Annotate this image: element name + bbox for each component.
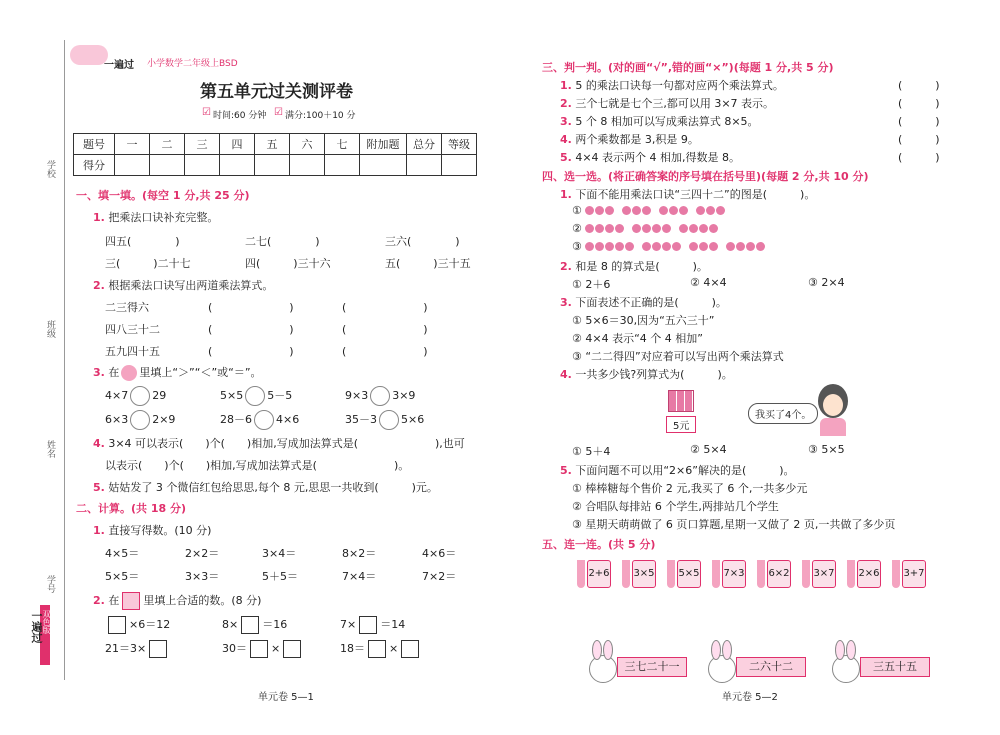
fill-item: 二七( ) — [245, 235, 320, 248]
answer-box[interactable] — [108, 616, 126, 634]
expression-card[interactable]: 2×6 — [857, 560, 881, 588]
carrot-icon — [577, 560, 585, 588]
judge-answer[interactable]: ( ) — [898, 133, 940, 146]
score-table — [73, 133, 477, 176]
bunny-icon — [708, 655, 736, 683]
brand-name: 一遍过 — [104, 60, 134, 71]
q4-2: 2. 和是 8 的算式是( )。 — [560, 260, 708, 273]
beads-icon — [585, 223, 719, 236]
bead-option-1: ① — [572, 204, 726, 218]
option: ② 4×4 — [690, 276, 727, 289]
school-label: 学校 — [45, 160, 55, 178]
table-header: 一 — [115, 134, 150, 155]
rhyme-plate[interactable]: 二六十二 — [736, 657, 806, 677]
score-cell[interactable] — [185, 155, 220, 176]
brand-subtitle: 小学数学二年级上BSD — [147, 59, 238, 69]
compare-item: 9×3 3×9 — [345, 386, 415, 406]
speech-bubble: 我买了4个。 — [748, 403, 818, 424]
score-cell[interactable] — [325, 155, 360, 176]
fill-item: 四( )三十六 — [245, 257, 331, 270]
compare-circle[interactable] — [370, 386, 390, 406]
rhyme-item: 二三得六 — [105, 301, 149, 314]
answer-box[interactable] — [283, 640, 301, 658]
expression-card[interactable]: 3×5 — [632, 560, 656, 588]
section-2-title: 二、计算。(共 18 分) — [76, 502, 187, 515]
bunny-icon — [832, 655, 860, 683]
judge-answer[interactable]: ( ) — [898, 151, 940, 164]
bead-option-3: ③ — [572, 240, 766, 254]
table-header: 七 — [325, 134, 360, 155]
table-header: 题号 — [74, 134, 115, 155]
calc-item: 3×4＝ — [262, 547, 297, 560]
question-text: 里填上合适的数。(8 分) — [143, 594, 262, 607]
compare-item: 28－6 4×6 — [220, 410, 299, 430]
section-1-title: 一、填一填。(每空 1 分,共 25 分) — [76, 189, 250, 202]
compare-circle[interactable] — [379, 410, 399, 430]
answer-box[interactable] — [401, 640, 419, 658]
section-3-title: 三、判一判。(对的画“√”,错的画“×”)(每题 1 分,共 5 分) — [542, 61, 834, 74]
judge-answer[interactable]: ( ) — [898, 79, 940, 92]
question-text: 在 — [108, 366, 120, 379]
price-tag: 5元 — [666, 416, 696, 433]
answer-paren: ( ) — [342, 301, 428, 314]
judge-item: 2. 三个七就是七个三,都可以用 3×7 表示。 — [560, 97, 775, 110]
full-score: 满分:100＋10 分 — [285, 111, 356, 121]
q1-3: 3. 在 里填上“＞”“＜”或“＝”。 — [93, 366, 262, 379]
score-cell[interactable] — [407, 155, 442, 176]
option: ③ 星期天萌萌做了 6 页口算题,星期一又做了 2 页,一共做了多少页 — [572, 518, 896, 531]
q1-2: 2. 根据乘法口诀写出两道乘法算式。 — [93, 279, 274, 292]
check-icon: ☑ — [202, 107, 211, 118]
side-brand: 一遍过 — [30, 610, 43, 643]
judge-item: 4. 两个乘数都是 3,积是 9。 — [560, 133, 699, 146]
compare-item: 35－3 5×6 — [345, 410, 424, 430]
fill-box-item: 8× ＝16 — [222, 616, 287, 634]
compare-circle[interactable] — [254, 410, 274, 430]
score-cell[interactable] — [150, 155, 185, 176]
calc-item: 8×2＝ — [342, 547, 377, 560]
calc-item: 7×4＝ — [342, 570, 377, 583]
table-header: 五 — [255, 134, 290, 155]
question-text: 在 — [108, 594, 120, 607]
side-tag: 双色版 — [42, 610, 51, 634]
answer-box[interactable] — [149, 640, 167, 658]
fill-box-item: 21＝3× — [105, 640, 170, 658]
q4-4: 4. 一共多少钱?列算式为( )。 — [560, 368, 733, 381]
answer-box[interactable] — [250, 640, 268, 658]
q1-4: 4. 3×4 可以表示( )个( )相加,写成加法算式是( ),也可 — [93, 437, 465, 450]
calc-item: 7×2＝ — [422, 570, 457, 583]
expression-card[interactable]: 7×3 — [722, 560, 746, 588]
fill-box-item: 30＝ × — [222, 640, 304, 658]
expression-card[interactable]: 6×2 — [767, 560, 791, 588]
table-header: 总分 — [407, 134, 442, 155]
option: ① 5＋4 — [572, 445, 611, 458]
answer-paren: ( ) — [342, 323, 428, 336]
q2-2: 2. 在 里填上合适的数。(8 分) — [93, 592, 261, 610]
answer-paren: ( ) — [208, 301, 294, 314]
fill-box-item: ×6＝12 — [105, 616, 170, 634]
beads-icon — [585, 241, 766, 254]
option: ① 2＋6 — [572, 278, 611, 291]
box-icon — [122, 592, 140, 610]
circle-icon — [121, 365, 137, 381]
question-text: 一共多少钱?列算式为( )。 — [575, 368, 733, 381]
compare-item: 6×3 2×9 — [105, 410, 175, 430]
q1-1: 1. 把乘法口诀补充完整。 — [93, 211, 219, 224]
section-4-title: 四、选一选。(将正确答案的序号填在括号里)(每题 2 分,共 10 分) — [542, 170, 869, 183]
option: ① 棒棒糖每个售价 2 元,我买了 6 个,一共多少元 — [572, 482, 808, 495]
score-cell[interactable] — [255, 155, 290, 176]
score-cell[interactable] — [220, 155, 255, 176]
answer-paren: ( ) — [208, 323, 294, 336]
expression-card[interactable]: 3×7 — [812, 560, 836, 588]
question-text: 根据乘法口诀写出两道乘法算式。 — [108, 279, 274, 292]
margin-line — [64, 40, 65, 680]
name-label: 姓名 — [45, 440, 55, 458]
carrot-icon — [667, 560, 675, 588]
score-cell[interactable] — [442, 155, 477, 176]
answer-box[interactable] — [368, 640, 386, 658]
answer-box[interactable] — [241, 616, 259, 634]
compare-circle[interactable] — [245, 386, 265, 406]
compare-item: 5×5 5－5 — [220, 386, 292, 406]
compare-circle[interactable] — [130, 386, 150, 406]
beads-icon — [585, 205, 726, 218]
compare-item: 4×7 29 — [105, 386, 166, 406]
brand-logo — [70, 45, 108, 65]
expression-card[interactable]: 5×5 — [677, 560, 701, 588]
judge-answer[interactable]: ( ) — [898, 115, 940, 128]
calc-item: 4×6＝ — [422, 547, 457, 560]
option: ③ 2×4 — [808, 276, 845, 289]
answer-box[interactable] — [359, 616, 377, 634]
carrot-icon — [892, 560, 900, 588]
calc-item: 5×5＝ — [105, 570, 140, 583]
q1-5: 5. 姑姑发了 3 个微信红包给思思,每个 8 元,思思一共收到( )元。 — [93, 481, 438, 494]
rhyme-item: 五九四十五 — [105, 345, 160, 358]
q4-1: 1. 下面不能用乘法口诀“三四十二”的图是( )。 — [560, 188, 816, 201]
rhyme-plate[interactable]: 三五十五 — [860, 657, 930, 677]
compare-circle[interactable] — [130, 410, 150, 430]
expression-card[interactable]: 3+7 — [902, 560, 926, 588]
page-footer: 单元卷 5—1 — [258, 692, 314, 703]
score-row-label: 得分 — [74, 155, 115, 176]
id-label: 学号 — [45, 575, 55, 593]
option: ② 合唱队每排站 6 个学生,两排站几个学生 — [572, 500, 779, 513]
question-text: 直接写得数。(10 分) — [108, 524, 212, 537]
table-header: 四 — [220, 134, 255, 155]
girl-body-icon — [820, 418, 846, 436]
bunny-icon — [589, 655, 617, 683]
rhyme-plate[interactable]: 三七二十一 — [617, 657, 687, 677]
fill-box-item: 7× ＝14 — [340, 616, 405, 634]
question-text: 姑姑发了 3 个微信红包给思思,每个 8 元,思思一共收到( )元。 — [108, 481, 438, 494]
bead-option-2: ② — [572, 222, 719, 236]
time-limit: 时间:60 分钟 — [213, 111, 267, 121]
question-text: 下面不能用乘法口诀“三四十二”的图是( )。 — [575, 188, 816, 201]
question-text: 3×4 可以表示( )个( )相加,写成加法算式是( ),也可 — [108, 437, 465, 450]
option: ② 4×4 表示“4 个 4 相加” — [572, 332, 703, 345]
q2-1: 1. 直接写得数。(10 分) — [93, 524, 212, 537]
option: ③ “二二得四”对应着可以写出两个乘法算式 — [572, 350, 784, 363]
score-cell[interactable] — [360, 155, 407, 176]
calc-item: 2×2＝ — [185, 547, 220, 560]
page-footer: 单元卷 5—2 — [722, 692, 778, 703]
carrot-icon — [847, 560, 855, 588]
carrot-icon — [757, 560, 765, 588]
answer-paren: ( ) — [208, 345, 294, 358]
fill-item: 三六( ) — [385, 235, 460, 248]
calc-item: 3×3＝ — [185, 570, 220, 583]
question-text: 和是 8 的算式是( )。 — [575, 260, 708, 273]
score-cell[interactable] — [115, 155, 150, 176]
section-5-title: 五、连一连。(共 5 分) — [542, 538, 656, 551]
judge-item: 1. 5 的乘法口诀每一句都对应两个乘法算式。 — [560, 79, 784, 92]
rhyme-item: 四八三十二 — [105, 323, 160, 336]
question-text: 以表示( )个( )相加,写成加法算式是( )。 — [105, 459, 410, 472]
carrot-icon — [712, 560, 720, 588]
question-text: 下面问题不可以用“2×6”解决的是( )。 — [575, 464, 795, 477]
fill-item: 五( )三十五 — [385, 257, 471, 270]
fill-item: 四五( ) — [105, 235, 180, 248]
table-header: 等级 — [442, 134, 477, 155]
table-header: 六 — [290, 134, 325, 155]
class-label: 班级 — [45, 320, 55, 338]
table-header: 二 — [150, 134, 185, 155]
check-icon: ☑ — [274, 107, 283, 118]
q4-5: 5. 下面问题不可以用“2×6”解决的是( )。 — [560, 464, 795, 477]
page-title: 第五单元过关测评卷 — [200, 82, 353, 102]
judge-answer[interactable]: ( ) — [898, 97, 940, 110]
judge-item: 3. 5 个 8 相加可以写成乘法算式 8×5。 — [560, 115, 759, 128]
expression-card[interactable]: 2+6 — [587, 560, 611, 588]
table-header: 三 — [185, 134, 220, 155]
calc-item: 4×5＝ — [105, 547, 140, 560]
answer-paren: ( ) — [342, 345, 428, 358]
question-text: 把乘法口诀补充完整。 — [108, 211, 219, 224]
question-text: 里填上“＞”“＜”或“＝”。 — [139, 366, 262, 379]
score-cell[interactable] — [290, 155, 325, 176]
question-text: 下面表述不正确的是( )。 — [575, 296, 727, 309]
option: ② 5×4 — [690, 443, 727, 456]
carrot-icon — [622, 560, 630, 588]
table-header: 附加题 — [360, 134, 407, 155]
option: ③ 5×5 — [808, 443, 845, 456]
rubik-cube-icon — [668, 390, 694, 412]
calc-item: 5＋5＝ — [262, 570, 298, 583]
judge-item: 5. 4×4 表示两个 4 相加,得数是 8。 — [560, 151, 741, 164]
girl-face-icon — [823, 394, 843, 416]
carrot-icon — [802, 560, 810, 588]
fill-box-item: 18＝ × — [340, 640, 422, 658]
q4-3: 3. 下面表述不正确的是( )。 — [560, 296, 727, 309]
option: ① 5×6＝30,因为“五六三十” — [572, 314, 715, 327]
fill-item: 三( )二十七 — [105, 257, 191, 270]
